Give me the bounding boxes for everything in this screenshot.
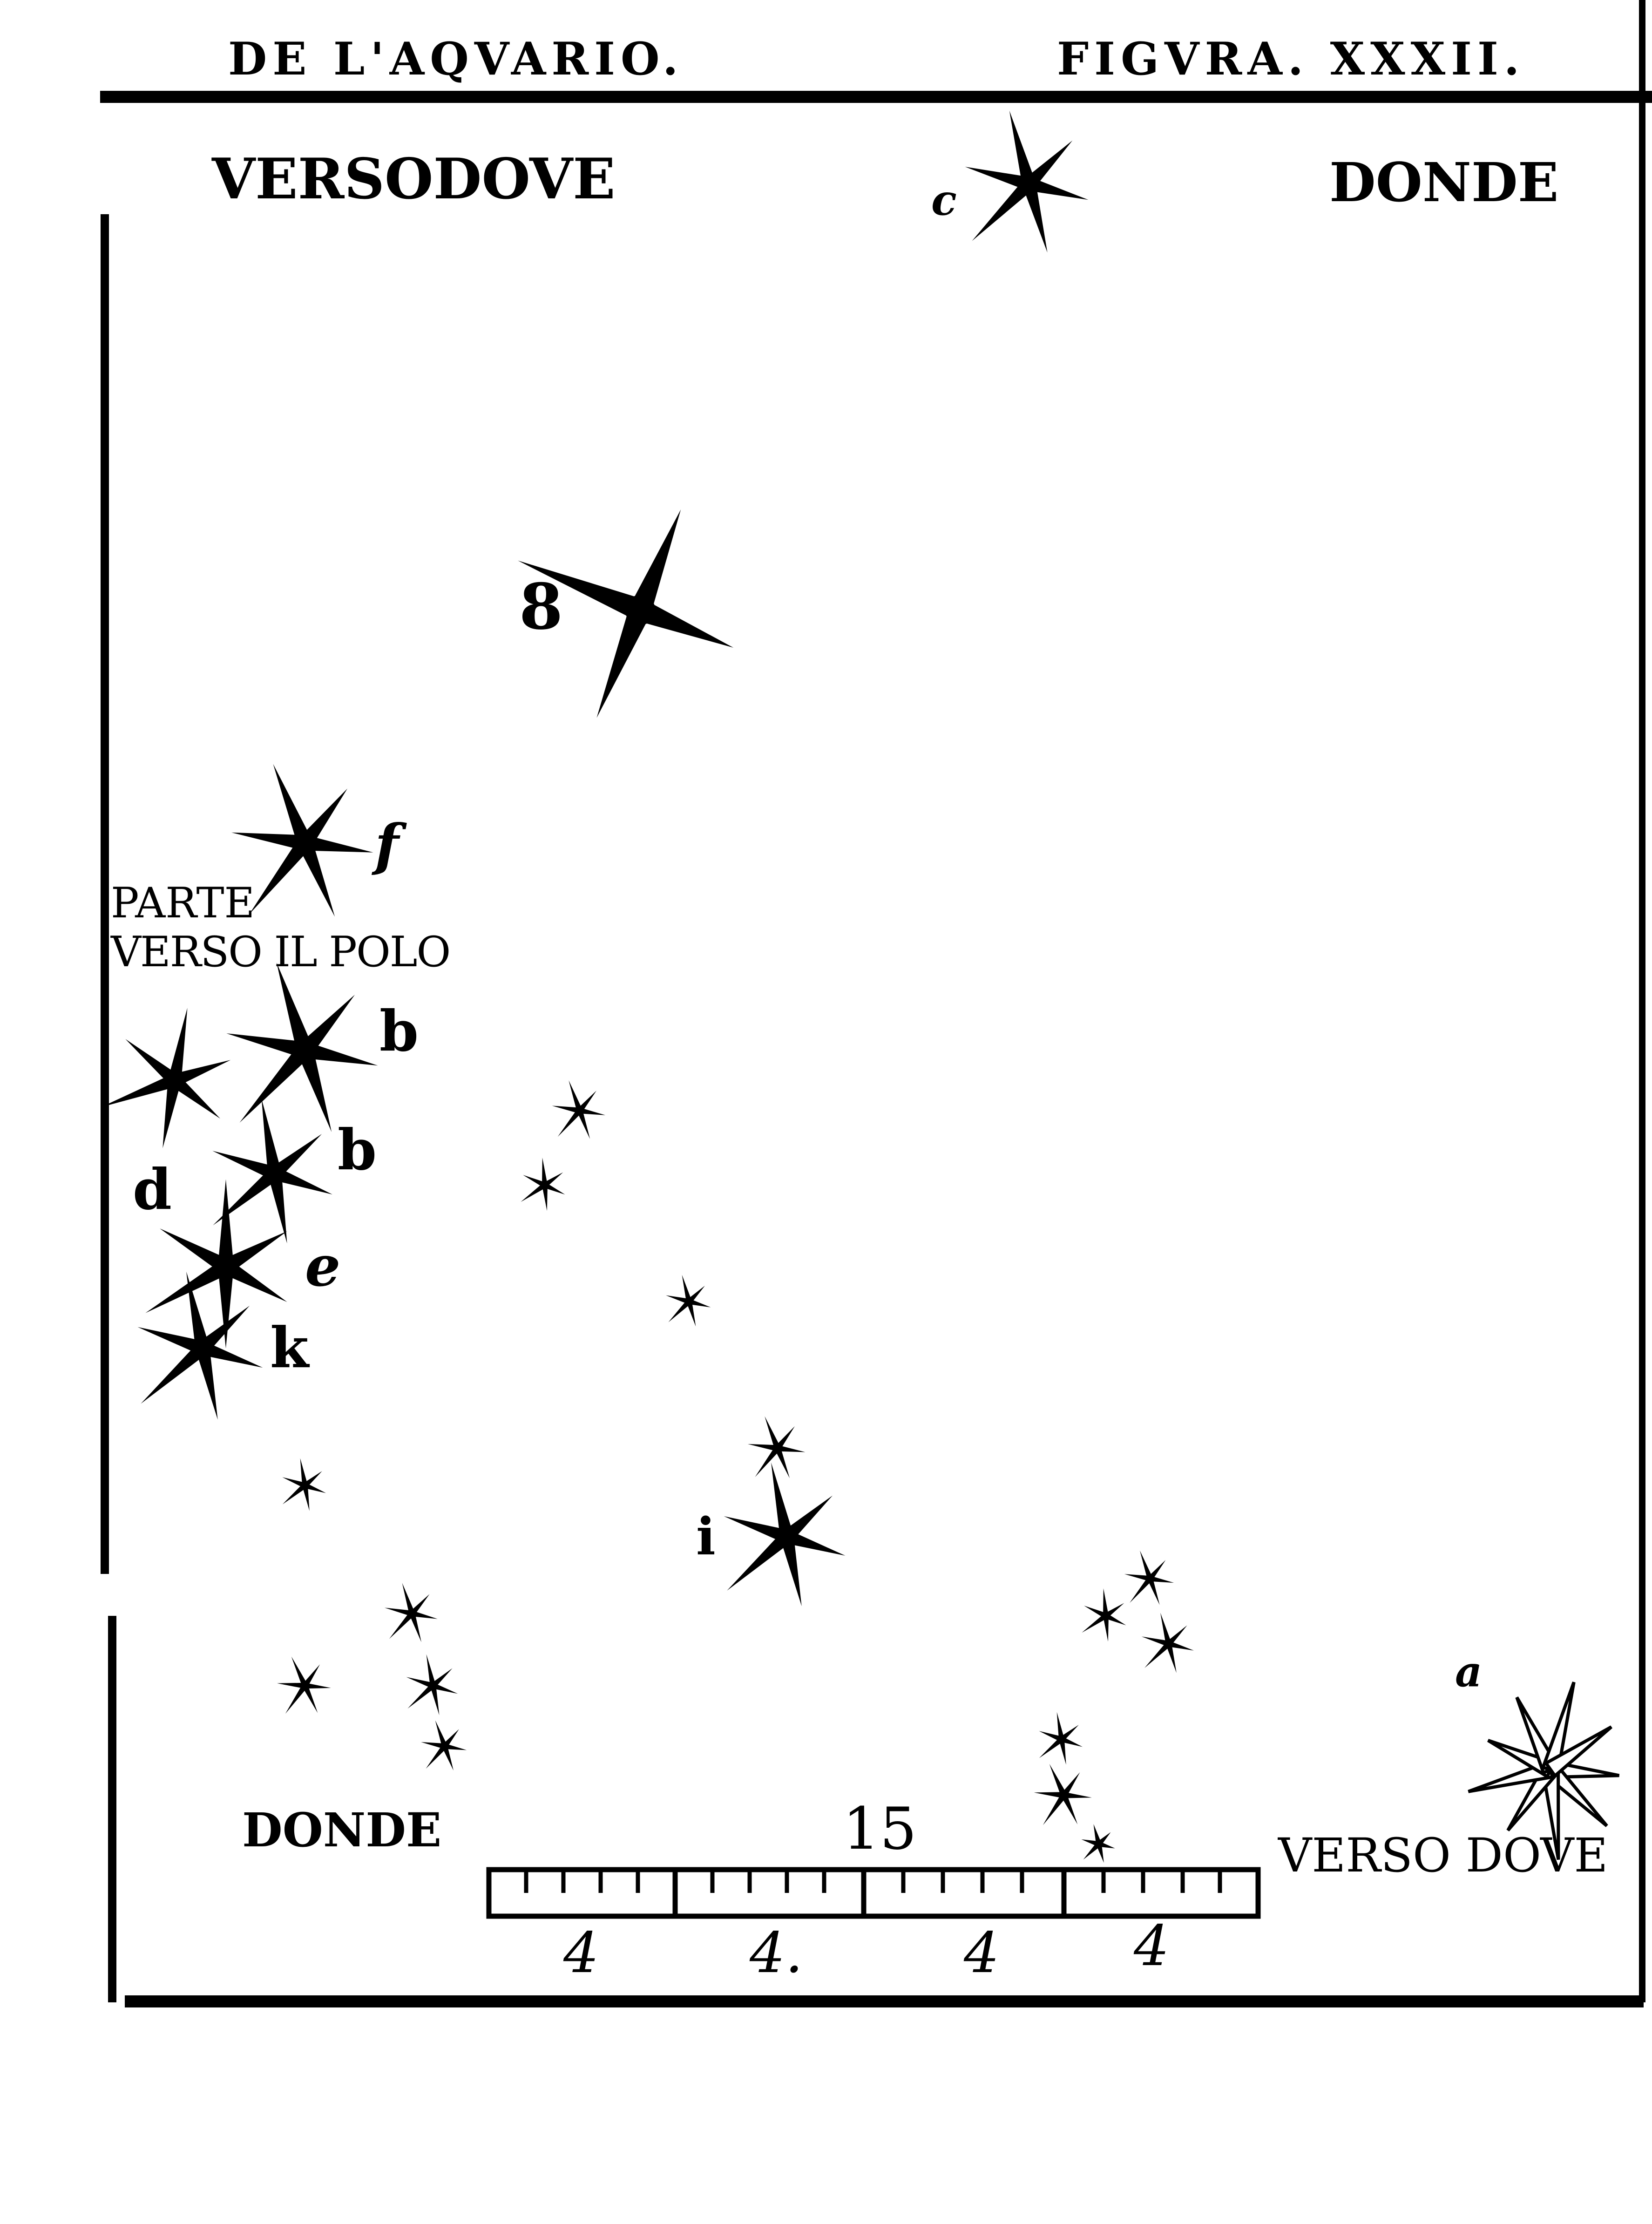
footer-rule (125, 1995, 1644, 2007)
star-letter-i: i (696, 1506, 716, 1566)
label-bottom-left: DONDE (242, 1803, 442, 1858)
star-small-2-core (541, 1181, 548, 1189)
star-cluster-1 (1124, 1551, 1174, 1605)
star-field (101, 111, 1619, 1863)
star-cluster-1-core (1146, 1575, 1154, 1582)
star-cluster-6 (1082, 1824, 1115, 1863)
label-pole-line2: VERSO IL POLO (111, 928, 450, 976)
star-d-ray (168, 1008, 188, 1081)
star-small-8 (406, 1654, 458, 1715)
header-rule (100, 91, 1652, 103)
star-cluster-3-core (1165, 1640, 1173, 1648)
star-small-5-core (301, 1482, 309, 1489)
star-small-4 (748, 1416, 805, 1478)
star-cluster-4-core (1058, 1736, 1065, 1743)
star-small-3-core (685, 1298, 693, 1305)
label-pole-line1: PARTE (111, 879, 255, 928)
star-small-9 (421, 1720, 467, 1770)
label-top-right: DONDE (1329, 151, 1559, 214)
star-letter-d: d (133, 1157, 172, 1222)
star-small-1-core (576, 1107, 584, 1115)
label-top-left: VERSODOVE (212, 146, 616, 212)
star-cluster-6-core (1095, 1840, 1103, 1848)
star-small-2 (521, 1158, 565, 1211)
star-cluster-5 (1034, 1764, 1092, 1825)
scale-ticks (526, 1870, 1220, 1893)
star-small-7-core (301, 1682, 309, 1690)
star-e-core (215, 1256, 237, 1277)
star-d-core (166, 1071, 183, 1089)
label-bottom-right: VERSO DOVE (1278, 1828, 1608, 1883)
scale-bar (489, 1870, 1258, 1916)
star-k (138, 1272, 263, 1420)
star-d (101, 1008, 230, 1148)
star-h-upper (226, 963, 378, 1132)
figure-number: FIGVRA. XXXII. (1057, 33, 1525, 85)
left-border-upper (101, 214, 109, 1574)
star-small-7-ray (277, 1683, 305, 1689)
star-cluster-2-core (1102, 1612, 1110, 1620)
right-border (1639, 0, 1645, 2002)
star-letter-f: f (375, 812, 399, 878)
scale-top-number: 15 (843, 1795, 917, 1863)
star-g-core (625, 595, 656, 625)
star-letter-e: e (305, 1234, 341, 1299)
star-k-core (193, 1339, 212, 1358)
star-small-5 (282, 1458, 326, 1511)
star-cluster-2 (1082, 1588, 1126, 1641)
star-letter-k: k (270, 1315, 309, 1381)
scale-label-1: 4 (563, 1921, 599, 1986)
star-c-core (1020, 175, 1038, 193)
star-small-4-core (773, 1444, 782, 1452)
star-i (724, 1463, 846, 1607)
star-f-core (295, 833, 315, 853)
star-letter-g: 8 (519, 570, 563, 644)
star-letter-h-lower: b (338, 1117, 377, 1183)
star-h-lower (212, 1099, 332, 1244)
star-small-6 (385, 1583, 438, 1642)
star-c (965, 111, 1089, 253)
star-letter-a: a (1455, 1647, 1483, 1696)
star-cluster-4 (1039, 1712, 1083, 1765)
plate-title: DE L'AQVARIO. (228, 33, 684, 85)
star-h-lower-core (265, 1164, 284, 1183)
star-cluster-5-ray (1034, 1792, 1064, 1798)
scale-label-4: 4 (1134, 1914, 1170, 1979)
star-small-1 (552, 1080, 606, 1139)
star-h-upper-core (294, 1039, 316, 1061)
star-small-3 (666, 1275, 711, 1327)
star-i-core (778, 1527, 796, 1546)
scale-label-2: 4. (750, 1921, 803, 1986)
scale-label-3: 4 (964, 1921, 1000, 1986)
star-letter-h-upper: b (379, 998, 419, 1064)
star-small-6-core (408, 1610, 416, 1618)
star-letter-c: c (931, 176, 957, 225)
left-border-lower (108, 1616, 116, 2002)
star-e-ray (218, 1179, 234, 1267)
star-small-7 (277, 1656, 331, 1714)
star-small-9-core (441, 1743, 448, 1750)
star-cluster-3 (1142, 1613, 1194, 1673)
star-cluster-5-core (1060, 1791, 1068, 1799)
star-small-8-core (429, 1682, 437, 1690)
